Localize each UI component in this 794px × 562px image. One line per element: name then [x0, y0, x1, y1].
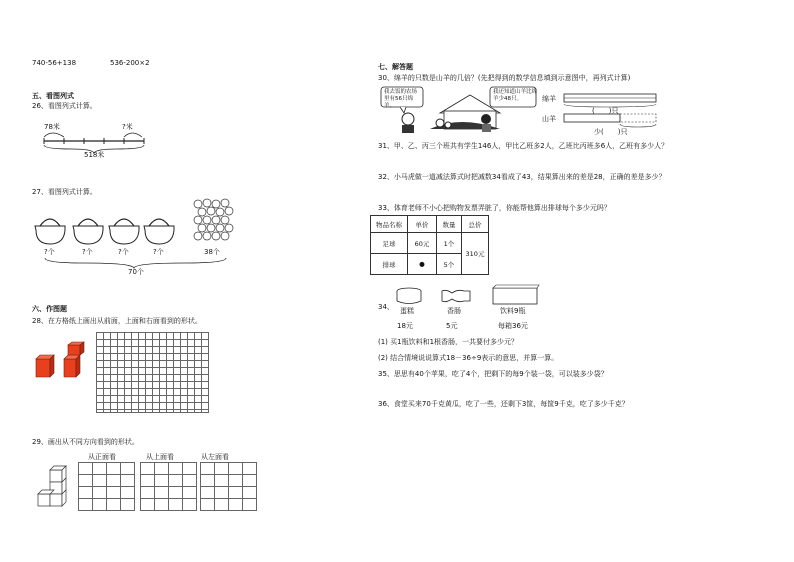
basket-icon-2 [72, 216, 104, 244]
q30-blank-2[interactable]: 少( )只 [594, 128, 628, 136]
q29-left-view-grid[interactable] [200, 462, 257, 511]
apple-pile-icon [192, 198, 236, 248]
invoice-cell: 1个 [437, 233, 462, 254]
basket-icon-3 [108, 216, 140, 244]
q34-item-price-1: 18元 [397, 322, 413, 330]
calc-expression-1: 740-56+138 [32, 59, 77, 67]
q29-title: 29、画出从不同方向看到的形状。 [32, 438, 139, 446]
q27-title: 27、看图列式计算。 [32, 188, 97, 196]
invoice-header-name: 物品名称 [371, 216, 408, 233]
q29-top-view-grid[interactable] [140, 462, 197, 511]
q27-label-1: ?个 [44, 248, 55, 256]
q34-item-price-3: 每箱36元 [498, 322, 528, 330]
q30-blank-1[interactable]: ( )只 [592, 107, 619, 115]
q34-item-name-3: 饮料9瓶 [500, 307, 526, 315]
invoice-header-total: 总价 [462, 216, 489, 233]
invoice-total-cell: 310元 [462, 233, 489, 275]
invoice-cell: 足球 [371, 233, 408, 254]
q34-number: 34、 [378, 303, 394, 311]
q30-label-shanyang: 山羊 [542, 115, 556, 123]
calc-expression-2: 536-200×2 [110, 59, 150, 67]
q33-title: 33、体育老师不小心把购物发票弄脏了，你能帮他算出排球每个多少元吗？ [378, 204, 611, 212]
q27-label-4: ?个 [153, 248, 164, 256]
invoice-table [370, 215, 489, 275]
drink-box-icon [492, 285, 540, 305]
q27-total-label: 70个 [128, 268, 144, 276]
section-5-title: 五、看图列式 [32, 92, 74, 100]
q34-item-name-2: 香肠 [447, 307, 461, 315]
q29-view-top: 从上面看 [146, 453, 174, 461]
invoice-header-quantity: 数量 [437, 216, 462, 233]
q26-left-label: 78米 [44, 123, 60, 131]
invoice-cell: 排球 [371, 254, 408, 275]
q26-title: 26、看图列式计算。 [32, 102, 97, 110]
q26-right-label: ?米 [122, 123, 133, 131]
basket-icon-4 [143, 216, 175, 244]
invoice-cell: ● [408, 254, 437, 275]
q35-text: 35、思思有40个苹果，吃了4个，把剩下的每9个装一袋，可以装多少袋？ [378, 370, 608, 378]
invoice-cell: 5个 [437, 254, 462, 275]
q32-text: 32、小马虎做一道减法算式时把减数34看成了43，结果算出来的差是28，正确的差是多少？ [378, 173, 666, 181]
section-6-title: 六、作图题 [32, 305, 67, 313]
q31-text: 31、甲、乙、丙三个班共有学生146人，甲比乙班多2人，乙班比丙班多6人，乙班有多少人？ [378, 142, 669, 150]
sausage-icon [440, 287, 472, 305]
q34-sub-question-2: (2) 结合情境说说算式18－36÷9表示的意思，并算一算。 [378, 354, 559, 362]
q30-title: 30、绵羊的只数是山羊的几倍？(先把得到的数学信息填到示意图中，再列式计算) [378, 74, 631, 82]
red-cube-shape-icon [34, 345, 86, 381]
cake-icon [396, 287, 422, 305]
q26-total-label: 518米 [84, 151, 105, 159]
q30-label-mianyang: 绵羊 [542, 95, 556, 103]
q28-drawing-grid[interactable] [96, 332, 209, 413]
q27-label-3: ?个 [118, 248, 129, 256]
q28-title: 28、在方格纸上画出从前面，上面和右面看到的形状。 [32, 317, 202, 325]
q29-view-left: 从左面看 [201, 453, 229, 461]
q27-label-2: ?个 [82, 248, 93, 256]
q34-item-name-1: 蛋糕 [400, 307, 414, 315]
q29-front-view-grid[interactable] [78, 462, 135, 511]
basket-icon-1 [34, 216, 66, 244]
q29-view-front: 从正面看 [88, 453, 116, 461]
q30-bubble-right: 我还知道山羊比绵羊少48只。 [493, 89, 538, 102]
q27-label-5: 38个 [204, 248, 220, 256]
q34-item-price-2: 5元 [446, 322, 458, 330]
invoice-cell: 60元 [408, 233, 437, 254]
invoice-header-unit-price: 单价 [408, 216, 437, 233]
q34-sub-question-1: (1) 买1瓶饮料和1根香肠，一共要付多少元？ [378, 338, 519, 346]
q30-bubble-left: 我去饭的农场里有56只绵羊。 [384, 89, 418, 109]
q36-text: 36、食堂买来70千克黄瓜，吃了一些，还剩下3筐，每筐9千克，吃了多少千克？ [378, 400, 629, 408]
cube-stack-icon [36, 466, 72, 512]
section-7-title: 七、解答题 [378, 63, 413, 71]
